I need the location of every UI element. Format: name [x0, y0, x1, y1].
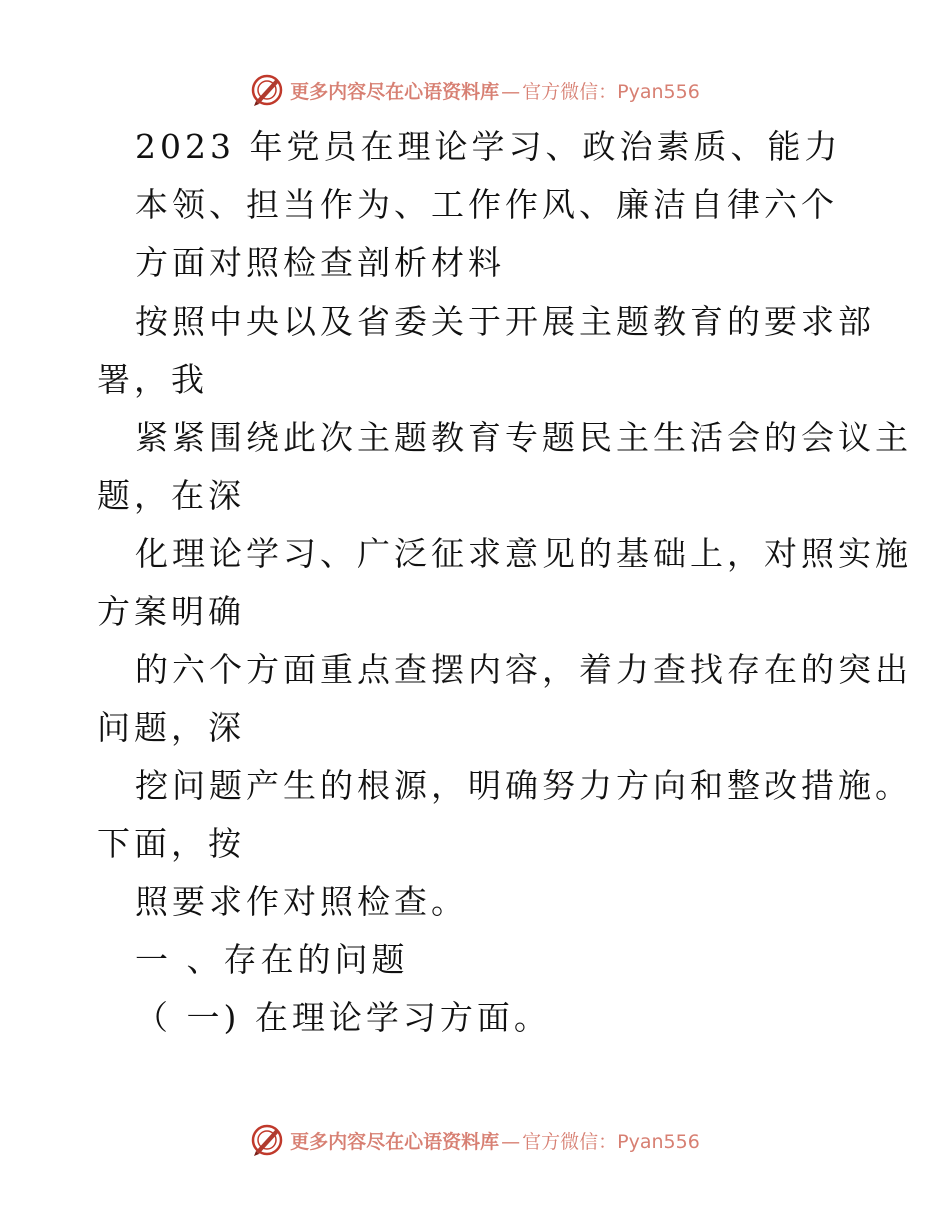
pen-logo-icon [250, 73, 284, 107]
header-watermark [0, 70, 950, 110]
paragraph-line: 紧紧围绕此次主题教育专题民主生活会的会议主 [135, 418, 912, 457]
footer-watermark [0, 1120, 950, 1160]
subsection-heading: （ 一) 在理论学习方面。 [135, 998, 551, 1037]
paragraph-line: 化理论学习、广泛征求意见的基础上，对照实施 [135, 534, 912, 573]
section-heading: 一 、存在的问题 [135, 940, 409, 979]
pen-logo-icon [250, 1123, 284, 1157]
watermark-separator: — [501, 80, 521, 103]
paragraph-line: 问题，深 [97, 708, 245, 747]
watermark-separator: — [501, 1130, 521, 1153]
title-line-1: 2023 年党员在理论学习、政治素质、能力 [135, 127, 842, 166]
paragraph-line: 署，我 [97, 360, 208, 399]
watermark-contact: 官方微信：Pyan556 [522, 1130, 700, 1153]
watermark-text [290, 1127, 700, 1154]
paragraph-line: 挖问题产生的根源，明确努力方向和整改措施。 [135, 766, 912, 805]
title-line-3: 方面对照检查剖析材料 [135, 243, 505, 282]
paragraph-line: 的六个方面重点查摆内容，着力查找存在的突出 [135, 650, 912, 689]
watermark-contact: 官方微信：Pyan556 [522, 80, 700, 103]
watermark-text [290, 77, 700, 104]
watermark-brand: 更多内容尽在心语资料库 [290, 1130, 500, 1153]
title-line-2: 本领、担当作为、工作作风、廉洁自律六个 [135, 185, 838, 224]
paragraph-line: 按照中央以及省委关于开展主题教育的要求部 [135, 302, 875, 341]
paragraph-line: 方案明确 [97, 592, 245, 631]
watermark-brand: 更多内容尽在心语资料库 [290, 80, 500, 103]
paragraph-line: 照要求作对照检查。 [135, 882, 468, 921]
paragraph-line: 下面，按 [97, 824, 245, 863]
paragraph-line: 题，在深 [97, 476, 245, 515]
